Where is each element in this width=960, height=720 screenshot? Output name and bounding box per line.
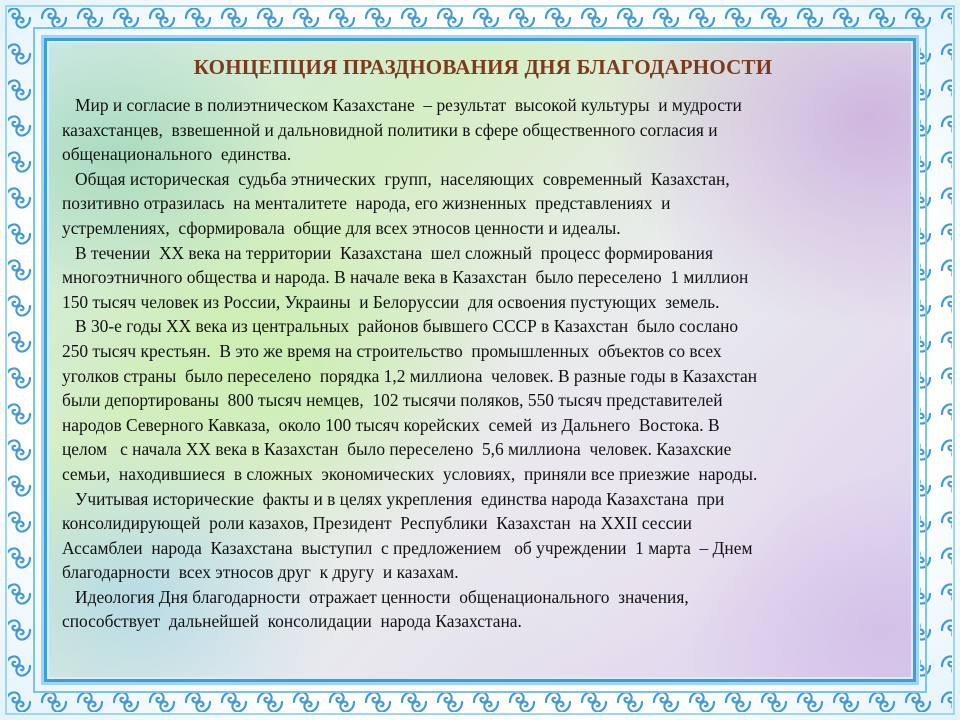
content-panel [44, 38, 916, 682]
text-line: многоэтничного общества и народа. В начале века в Казахстан было переселено 1 миллион [62, 267, 749, 288]
text-line: народов Северного Кавказа, около 100 тысяч корейских семей из Дальнего Востока. В [62, 414, 720, 435]
text-line: благодарности всех этносов друг к другу и казахам. [62, 562, 459, 583]
text-line: Идеология Дня благодарности отражает ценности общенационального значения, [62, 586, 689, 607]
text-line: общенационального единства. [62, 144, 292, 165]
text-line: способствует дальнейшей консолидации народа Казахстана. [62, 611, 522, 632]
text-line: 150 тысяч человек из России, Украины и Белоруссии для освоения пустующих земель. [62, 291, 720, 312]
text-line: уголков страны было переселено порядка 1,2 миллиона человек. В разные годы в Казахстан [62, 365, 757, 386]
text-line: целом с начала XX века в Казахстан было переселено 5,6 миллиона человек. Казахские [62, 439, 732, 460]
text-line: устремлениях, сформировала общие для всех этносов ценности и идеалы. [62, 217, 621, 238]
text-line: консолидирующей роли казахов, Президент Республики Казахстан на XXII сессии [62, 513, 692, 534]
text-line: В течении XX века на территории Казахстана шел сложный процесс формирования [62, 242, 713, 263]
body-text [62, 93, 904, 634]
text-line: позитивно отразилась на менталитете народа, его жизненных представлениях и [62, 193, 671, 214]
text-line: Общая историческая судьба этнических групп, населяющих современный Казахстан, [62, 168, 730, 189]
slide-title: КОНЦЕПЦИЯ ПРАЗДНОВАНИЯ ДНЯ БЛАГОДАРНОСТИ [193, 55, 773, 79]
text-line: 250 тысяч крестьян. В это же время на строительство промышленных объектов со всех [62, 340, 722, 361]
text-line: казахстанцев, взвешенной и дальновидной политики в сфере общественного согласия и [62, 119, 718, 140]
text-line: Ассамблеи народа Казахстана выступил с предложением об учреждении 1 марта – Днем [62, 537, 753, 558]
text-line: Учитывая исторические факты и в целях укрепления единства народа Казахстана при [62, 488, 725, 509]
text-line: семьи, находившиеся в сложных экономических условиях, приняли все приезжие народы. [62, 463, 758, 484]
text-line: В 30-е годы XX века из центральных районов бывшего СССР в Казахстан было сослано [62, 316, 739, 337]
text-line: Мир и согласие в полиэтническом Казахстане – результат высокой культуры и мудрости [62, 95, 742, 115]
text-line: были депортированы 800 тысяч немцев, 102 тысячи поляков, 550 тысяч представителей [62, 390, 723, 411]
